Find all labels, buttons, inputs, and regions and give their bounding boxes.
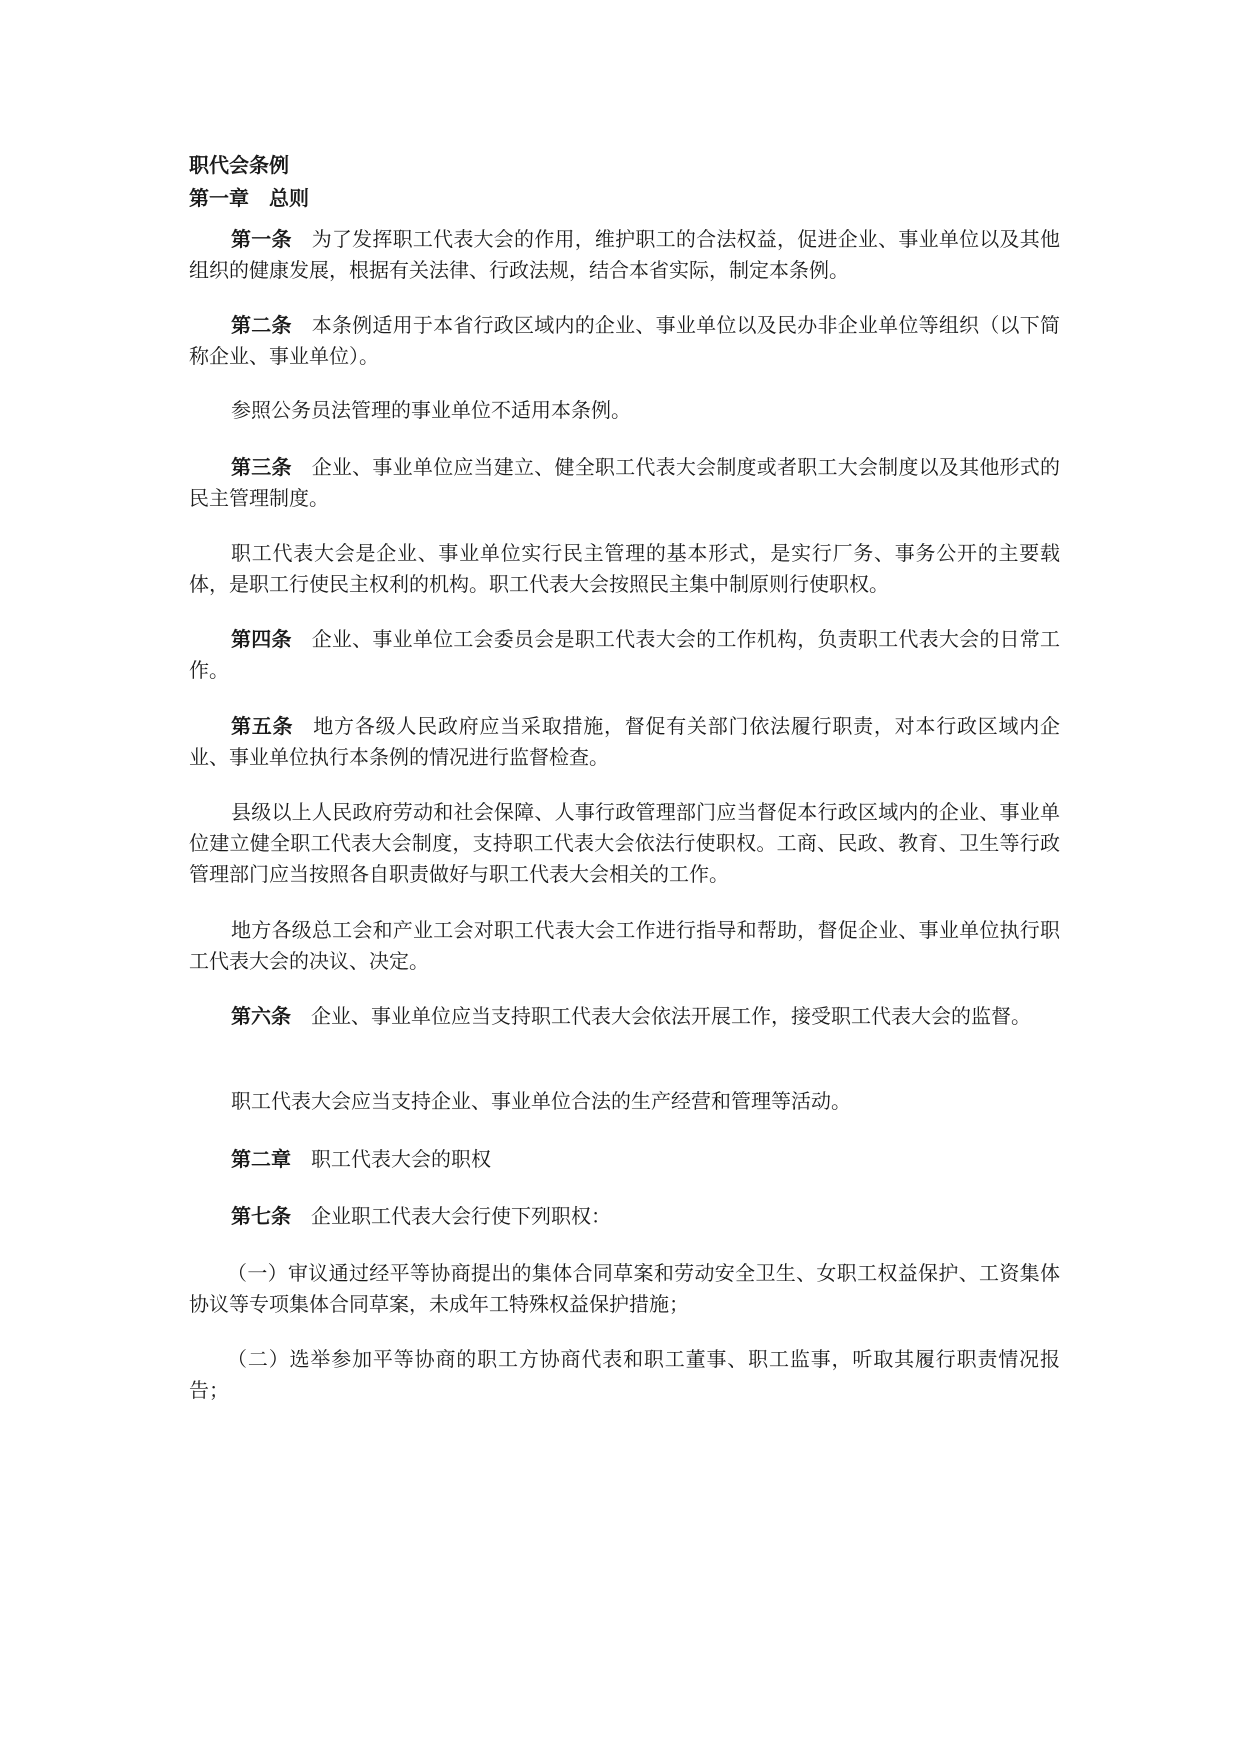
article-6-text: 企业、事业单位应当支持职工代表大会依法开展工作，接受职工代表大会的监督。 bbox=[311, 1004, 1031, 1028]
article-3-note-paragraph bbox=[189, 538, 1060, 600]
chapter-2-number: 第二章 bbox=[231, 1147, 291, 1171]
chapter-2-heading bbox=[189, 1144, 1060, 1175]
article-2-note-paragraph bbox=[189, 395, 1060, 426]
article-6-note-text: 职工代表大会应当支持企业、事业单位合法的生产经营和管理等活动。 bbox=[231, 1089, 851, 1113]
article-6-label: 第六条 bbox=[231, 1004, 291, 1028]
article-4-text: 企业、事业单位工会委员会是职工代表大会的工作机构，负责职工代表大会的日常工作。 bbox=[189, 627, 1061, 682]
article-3-note-text: 职工代表大会是企业、事业单位实行民主管理的基本形式，是实行厂务、事务公开的主要载体，是职工行使民主权利的机构。职工代表大会按照民主集中制原则行使职权。 bbox=[189, 541, 1060, 596]
article-7-label: 第七条 bbox=[231, 1204, 291, 1228]
article-1-label: 第一条 bbox=[231, 227, 292, 251]
article-7-clause-2 bbox=[189, 1344, 1060, 1406]
chapter-1-title: 总则 bbox=[269, 186, 309, 210]
chapter-2-title: 职工代表大会的职权 bbox=[311, 1147, 491, 1171]
article-5-note-1-paragraph bbox=[189, 797, 1060, 890]
article-5-note-2-paragraph bbox=[189, 915, 1060, 977]
article-2-label: 第二条 bbox=[231, 313, 292, 337]
article-5-text: 地方各级人民政府应当采取措施，督促有关部门依法履行职责，对本行政区域内企业、事业单位执行本条例的情况进行监督检查。 bbox=[189, 714, 1061, 769]
article-7-clause-1-text: （一）审议通过经平等协商提出的集体合同草案和劳动安全卫生、女职工权益保护、工资集体协议等专项集体合同草案，未成年工特殊权益保护措施； bbox=[189, 1261, 1060, 1316]
chapter-1-number: 第一章 bbox=[189, 186, 249, 210]
article-5-paragraph bbox=[189, 711, 1060, 773]
article-6-paragraph bbox=[189, 1001, 1060, 1032]
article-1-text: 为了发挥职工代表大会的作用，维护职工的合法权益，促进企业、事业单位以及其他组织的健康发展，根据有关法律、行政法规，结合本省实际，制定本条例。 bbox=[189, 227, 1061, 282]
article-2-paragraph bbox=[189, 310, 1060, 372]
article-5-note-2-text: 地方各级总工会和产业工会对职工代表大会工作进行指导和帮助，督促企业、事业单位执行职工代表大会的决议、决定。 bbox=[189, 918, 1060, 973]
article-7-clause-1 bbox=[189, 1258, 1060, 1320]
article-6-note-paragraph bbox=[189, 1086, 1060, 1117]
article-4-label: 第四条 bbox=[231, 627, 292, 651]
article-3-label: 第三条 bbox=[231, 455, 292, 479]
article-3-text: 企业、事业单位应当建立、健全职工代表大会制度或者职工大会制度以及其他形式的民主管理制度。 bbox=[189, 455, 1061, 510]
article-3-paragraph bbox=[189, 452, 1060, 514]
article-4-paragraph bbox=[189, 624, 1060, 686]
article-1-paragraph bbox=[189, 224, 1060, 286]
document-title: 职代会条例 bbox=[189, 153, 289, 177]
article-5-note-1-text: 县级以上人民政府劳动和社会保障、人事行政管理部门应当督促本行政区域内的企业、事业单位建立健全职工代表大会制度，支持职工代表大会依法行使职权。工商、民政、教育、卫生等行政管理部门应当按照各自职责做好与职工代表大会相关的工作。 bbox=[189, 800, 1060, 886]
article-2-note-text: 参照公务员法管理的事业单位不适用本条例。 bbox=[231, 398, 631, 422]
article-7-clause-2-text: （二）选举参加平等协商的职工方协商代表和职工董事、职工监事，听取其履行职责情况报告； bbox=[189, 1347, 1060, 1402]
chapter-1-heading bbox=[189, 184, 309, 212]
article-2-text: 本条例适用于本省行政区域内的企业、事业单位以及民办非企业单位等组织（以下简称企业、事业单位）。 bbox=[189, 313, 1061, 368]
article-5-label: 第五条 bbox=[231, 714, 294, 738]
article-7-paragraph bbox=[189, 1201, 1060, 1232]
article-7-text: 企业职工代表大会行使下列职权： bbox=[311, 1204, 611, 1228]
